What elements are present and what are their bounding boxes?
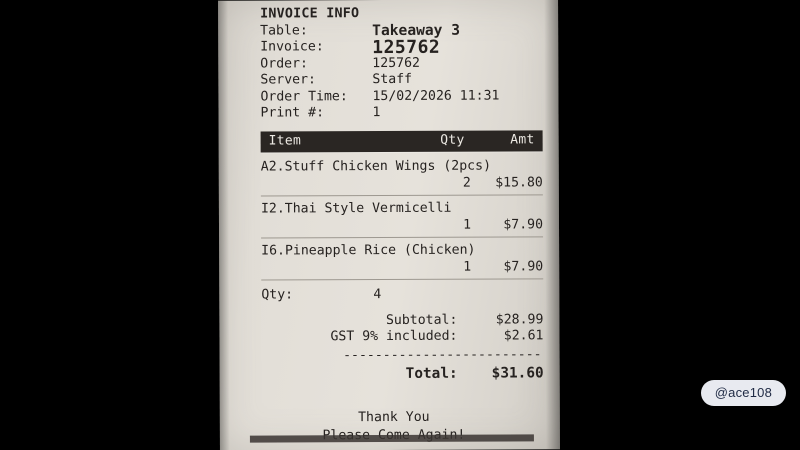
item-amount-row (261, 175, 543, 195)
item-name: A2.Stuff Chicken Wings (2pcs) (260, 158, 492, 175)
gst-value: $2.61 (503, 328, 544, 344)
footer-line-1: Thank You (358, 409, 430, 425)
field-invoice (260, 36, 542, 59)
field-server (260, 71, 542, 89)
grand-total-label: Total: (405, 365, 458, 382)
column-header-amt: Amt (510, 131, 535, 147)
subtotal-value: $28.99 (495, 311, 544, 328)
list-item (261, 195, 543, 238)
list-item (261, 237, 543, 280)
field-order-time-label: Order Time: (260, 88, 348, 105)
item-spacer (261, 217, 409, 234)
grand-total-row (262, 365, 544, 383)
item-amount-row (261, 217, 543, 237)
item-name: I6.Pineapple Rice (Chicken) (261, 242, 476, 259)
item-amount-row (261, 259, 543, 279)
gst-label: GST 9% included: (330, 328, 458, 345)
field-print-count-label: Print #: (260, 105, 325, 121)
field-server-value: Staff (372, 71, 413, 88)
list-item (261, 153, 543, 196)
item-qty: 1 (463, 217, 472, 233)
quantity-summary-value: 4 (373, 287, 382, 303)
field-invoice-value: 125762 (372, 36, 441, 59)
field-order-label: Order: (260, 55, 308, 72)
field-order-time (260, 88, 542, 106)
field-invoice-label: Invoice: (260, 39, 324, 55)
receipt-content (218, 0, 560, 445)
item-divider (261, 278, 543, 280)
item-qty: 2 (462, 175, 471, 191)
item-spacer (261, 175, 409, 192)
subtotal-label: Subtotal: (385, 312, 458, 328)
totals-section (261, 312, 543, 383)
item-spacer (261, 259, 409, 276)
item-amount: $15.80 (495, 174, 543, 191)
item-amount: $7.90 (503, 216, 544, 233)
column-header-item: Item (268, 132, 302, 149)
gst-row (261, 328, 543, 346)
paper-bottom-bar (250, 434, 534, 442)
field-server-label: Server: (260, 72, 316, 88)
item-amount: $7.90 (503, 258, 544, 275)
item-qty: 1 (463, 259, 472, 275)
totals-separator: ------------------------- (343, 346, 542, 363)
quantity-summary (261, 286, 543, 304)
item-name: I2.Thai Style Vermicelli (260, 200, 452, 217)
receipt-paper (218, 0, 560, 450)
items-list (261, 153, 544, 280)
field-table-label: Table: (260, 22, 308, 39)
watermark-badge: @ace108 (701, 380, 786, 406)
column-header-qty: Qty (440, 132, 465, 148)
quantity-summary-label: Qty: (261, 287, 294, 303)
paper-left-shadow (218, 1, 230, 450)
field-print-count (260, 104, 542, 122)
items-column-header (261, 130, 543, 153)
field-order-time-value: 15/02/2026 11:31 (372, 88, 500, 104)
field-order-value: 125762 (372, 55, 420, 71)
subtotal-row (261, 312, 543, 330)
paper-right-shadow (544, 0, 560, 449)
field-table-value: Takeaway 3 (372, 21, 461, 39)
grand-total-value: $31.60 (491, 365, 544, 382)
field-print-count-value: 1 (372, 105, 381, 121)
receipt-title: INVOICE INFO (260, 6, 360, 22)
